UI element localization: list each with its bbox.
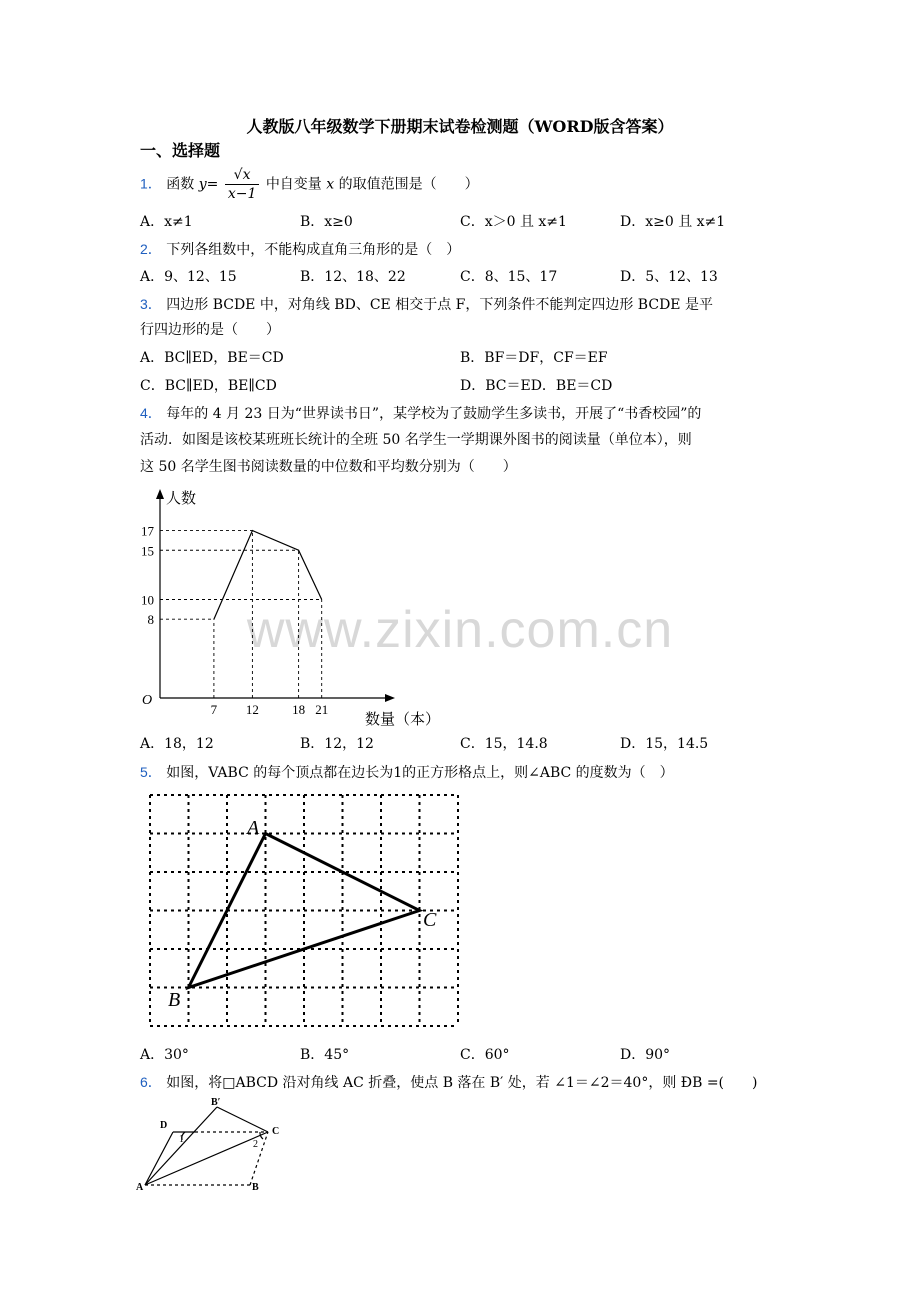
question-number: 1． <box>140 175 162 192</box>
x-tick-label: 18 <box>292 702 306 717</box>
question-text: 下列各组数中，不能构成直角三角形的是（ ） <box>166 242 461 258</box>
question-text: 每年的 4 月 23 日为“世界读书日”，某学校为了鼓励学生多读书，开展了“书香校园”的 <box>166 406 702 422</box>
option-d: D．x≥0 且 x≠1 <box>620 214 726 230</box>
point-bprime-label: B′ <box>211 1097 221 1108</box>
question-text: 如图，将□ABCD 沿对角线 AC 折叠，使点 B 落在 B′ 处，若 ∠1＝∠2＝40°，则 ÐB =( ) <box>166 1075 758 1091</box>
question-1 <box>140 166 479 203</box>
question-number: 2． <box>140 241 162 257</box>
option-a: A．BC∥ED，BE＝CD <box>140 350 284 366</box>
question-text: 的取值范围是（ ） <box>338 176 479 193</box>
option-b: B．45° <box>300 1047 350 1063</box>
vertex-a-label: A <box>247 817 260 839</box>
x-tick-label: 7 <box>210 702 218 717</box>
angle-1-label: 1 <box>179 1134 184 1145</box>
point-a-label: A <box>136 1182 144 1193</box>
y-axis-title: 人数 <box>166 491 197 507</box>
option-a: A．x≠1 <box>140 214 193 230</box>
origin-label: O <box>142 693 153 708</box>
y-tick-label: 17 <box>141 523 154 539</box>
grid-triangle-figure <box>140 790 470 1035</box>
page-title: 人教版八年级数学下册期末试卷检测题（WORD版含答案） <box>246 117 674 136</box>
question-5 <box>140 762 674 783</box>
question-number: 3． <box>140 296 162 312</box>
question-number: 4． <box>140 405 162 421</box>
y-axis-arrow <box>156 489 164 499</box>
var-x: x <box>326 176 335 193</box>
x-tick-label: 21 <box>315 702 329 717</box>
option-d: D．90° <box>620 1047 671 1063</box>
option-c: C．8、15、17 <box>460 269 558 285</box>
dotted-grid <box>150 795 458 1026</box>
question-text: 如图，VABC 的每个顶点都在边长为1的正方形格点上，则∠ABC 的度数为（ ） <box>166 765 674 781</box>
vertex-b-label: B <box>168 989 181 1011</box>
option-d: D．BC＝ED．BE＝CD <box>460 378 613 394</box>
question-4-line2: 活动．如图是该校某班班长统计的全班 50 名学生一学期课外图书的阅读量（单位本），则 <box>140 432 692 448</box>
option-b: B．12，12 <box>300 736 374 752</box>
fold-parallelogram-figure <box>135 1095 295 1200</box>
option-d: D．5、12、13 <box>620 269 718 285</box>
question-6 <box>140 1072 757 1093</box>
option-d: D．15，14.5 <box>620 736 709 752</box>
question-text: 四边形 BCDE 中，对角线 BD、CE 相交于点 F，下列条件不能判定四边形 BCDE 是平 <box>166 297 713 313</box>
option-a: A．18，12 <box>140 736 214 752</box>
x-tick-label: 12 <box>245 702 259 717</box>
point-b-label: B <box>252 1182 259 1193</box>
option-a: A．30° <box>140 1047 189 1063</box>
y-tick-label: 10 <box>141 592 154 608</box>
y-tick-label: 15 <box>141 543 154 559</box>
option-b: B．12、18、22 <box>300 269 406 285</box>
section-heading: 一、选择题 <box>140 141 221 160</box>
fraction-denominator: x−1 <box>227 186 257 202</box>
y-tick-label: 8 <box>147 612 154 628</box>
reading-line-chart <box>135 485 455 730</box>
equals: = <box>206 176 219 193</box>
fraction <box>225 166 260 203</box>
question-2 <box>140 239 460 260</box>
question-4-line3: 这 50 名学生图书阅读数量的中位数和平均数分别为（ ） <box>140 459 517 475</box>
var-y: y <box>198 176 207 193</box>
question-text: 中自变量 <box>265 176 322 193</box>
point-c-label: C <box>272 1126 280 1137</box>
option-c: C．60° <box>460 1047 510 1063</box>
series-line <box>214 531 322 620</box>
watermark: www.zixin.com.cn <box>246 601 674 659</box>
option-c: C．x＞0 且 x≠1 <box>460 214 567 230</box>
question-3 <box>140 294 713 315</box>
question-number: 5． <box>140 764 162 780</box>
point-d-label: D <box>160 1120 168 1131</box>
option-a: A．9、12、15 <box>140 269 237 285</box>
x-axis-title: 数量（本） <box>365 712 441 728</box>
question-number: 6． <box>140 1074 162 1090</box>
fraction-numerator: √x <box>225 166 260 185</box>
option-b: B．BF＝DF，CF＝EF <box>460 350 608 366</box>
question-4 <box>140 403 701 424</box>
x-axis-arrow <box>385 694 395 702</box>
option-b: B．x≥0 <box>300 214 353 230</box>
question-text: 函数 <box>166 176 195 193</box>
option-c: C．BC∥ED，BE∥CD <box>140 378 277 394</box>
option-c: C．15，14.8 <box>460 736 548 752</box>
angle-2-label: 2 <box>253 1139 258 1150</box>
vertex-c-label: C <box>423 909 437 931</box>
question-3-line2: 行四边形的是（ ） <box>140 322 280 338</box>
